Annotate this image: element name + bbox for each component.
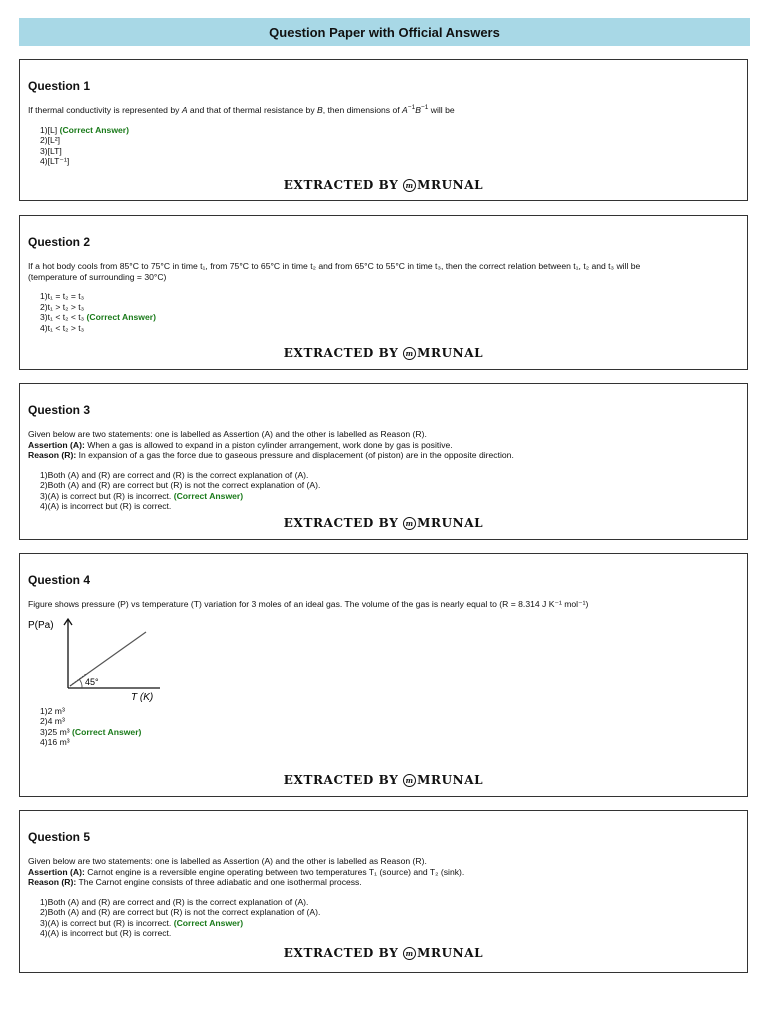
option-4: 4)16 m³ bbox=[40, 737, 70, 747]
question-2-stem: If a hot body cools from 85°C to 75°C in time t₁, from 75°C to 65°C in time t₂ and from 65°C to 55°C in time t₃, then the correct relation between t₁, t₂ and t₃ will be (temperature of surrounding = 30°C) bbox=[28, 261, 641, 282]
option-1: 1)Both (A) and (R) are correct and (R) is the correct explanation of (A). bbox=[40, 469, 309, 480]
watermark-footer: EXTRACTED BY m MRUNAL bbox=[283, 946, 484, 960]
graph-angle-label: 45° bbox=[85, 676, 99, 687]
watermark-footer: EXTRACTED BY m MRUNAL bbox=[283, 346, 484, 360]
page-title: Question Paper with Official Answers bbox=[269, 24, 500, 40]
question-4-stem: Figure shows pressure (P) vs temperature (T) variation for 3 moles of an ideal gas. The volume of the gas is nearly equal to (R = 8.314 J K⁻¹ mol⁻¹) bbox=[28, 599, 589, 609]
correct-answer-label: (Correct Answer) bbox=[59, 124, 129, 135]
watermark-footer: EXTRACTED BY m MRUNAL bbox=[283, 516, 484, 530]
option-1: 1)2 m³ bbox=[40, 705, 65, 716]
option-4: 4)t₁ < t₂ > t₃ bbox=[40, 322, 85, 333]
option-4: 4)(A) is incorrect but (R) is correct. bbox=[40, 501, 172, 511]
option-2: 2)Both (A) and (R) are correct but (R) is not the correct explanation of (A). bbox=[40, 480, 321, 490]
question-1-stem: If thermal conductivity is represented by A and that of thermal resistance by B, then dimensions of $A^{-1}B^{-1}$ will be bbox=[28, 104, 455, 115]
mrunal-logo-icon: m bbox=[403, 947, 416, 960]
mrunal-logo-icon: m bbox=[403, 179, 416, 192]
pressure-temperature-graph bbox=[28, 616, 168, 702]
correct-answer-label: (Correct Answer) bbox=[173, 917, 244, 928]
option-2: 2)t₁ > t₂ > t₃ bbox=[40, 301, 85, 312]
question-4-title: Question 4 bbox=[28, 573, 91, 587]
mrunal-logo-icon: m bbox=[403, 774, 416, 787]
mrunal-logo-icon: m bbox=[403, 517, 416, 530]
question-2-options bbox=[40, 291, 739, 333]
option-3: 3)[LT] bbox=[40, 145, 62, 156]
watermark-footer: EXTRACTED BY m MRUNAL bbox=[283, 773, 484, 787]
question-3-card bbox=[19, 383, 748, 540]
question-5-stem: Given below are two statements: one is labelled as Assertion (A) and the other is labelled as Reason (R). Assertion (A): Carnot engine is a reversible engine operating between two temperatures T₁ (source) and T₂ (sink). Reason (R): The Carnot engine consists of three adiabatic and one isothermal process. bbox=[28, 856, 465, 887]
option-4: 4)[LT⁻¹] bbox=[40, 156, 70, 166]
option-3: 3)25 m³ (Correct Answer) bbox=[40, 726, 142, 737]
angle-arc bbox=[79, 679, 82, 688]
question-5-card bbox=[19, 810, 748, 973]
option-3: 3)(A) is correct but (R) is incorrect. (Correct Answer) bbox=[40, 490, 244, 501]
question-1-title: Question 1 bbox=[28, 79, 91, 93]
pv-line bbox=[70, 632, 146, 686]
watermark-footer: EXTRACTED BY m MRUNAL bbox=[283, 178, 484, 192]
option-3: 3)(A) is correct but (R) is incorrect. (Correct Answer) bbox=[40, 917, 244, 928]
correct-answer-label: (Correct Answer) bbox=[173, 490, 244, 501]
page-header bbox=[19, 18, 750, 46]
graph-y-label: P(Pa) bbox=[28, 619, 54, 631]
option-1: 1)Both (A) and (R) are correct and (R) is the correct explanation of (A). bbox=[40, 896, 309, 907]
question-1-card bbox=[19, 59, 748, 201]
option-2: 2)4 m³ bbox=[40, 716, 65, 726]
question-5-title: Question 5 bbox=[28, 830, 91, 844]
correct-answer-label: (Correct Answer) bbox=[72, 726, 142, 737]
question-2-card bbox=[19, 215, 748, 370]
option-1: 1)t₁ = t₂ = t₃ bbox=[40, 291, 85, 301]
mrunal-logo-icon: m bbox=[403, 347, 416, 360]
correct-answer-label: (Correct Answer) bbox=[86, 312, 156, 322]
option-4: 4)(A) is incorrect but (R) is correct. bbox=[40, 928, 172, 938]
question-3-options bbox=[40, 470, 739, 512]
question-4-card bbox=[19, 553, 748, 797]
question-4-options bbox=[40, 706, 739, 748]
question-3-title: Question 3 bbox=[28, 403, 91, 417]
option-3: 3)t₁ < t₂ < t₃ (Correct Answer) bbox=[40, 312, 156, 322]
question-3-stem: Given below are two statements: one is labelled as Assertion (A) and the other is labelled as Reason (R). Assertion (A): When a gas is allowed to expand in a piston cylinder arrangement, work done by gas is positive. Reason (R): In expansion of a gas the force due to gaseous pressure and displacement (of piston) are in the opposite direction. bbox=[28, 429, 514, 460]
option-2: 2)[L²] bbox=[40, 135, 61, 145]
option-2: 2)Both (A) and (R) are correct but (R) is not the correct explanation of (A). bbox=[40, 907, 321, 917]
graph-x-label: T (K) bbox=[131, 691, 154, 702]
question-2-title: Question 2 bbox=[28, 235, 91, 249]
graph-svg bbox=[28, 616, 168, 702]
question-1-options bbox=[40, 125, 739, 167]
question-5-options bbox=[40, 897, 739, 939]
option-1: 1)[L] (Correct Answer) bbox=[40, 124, 129, 135]
